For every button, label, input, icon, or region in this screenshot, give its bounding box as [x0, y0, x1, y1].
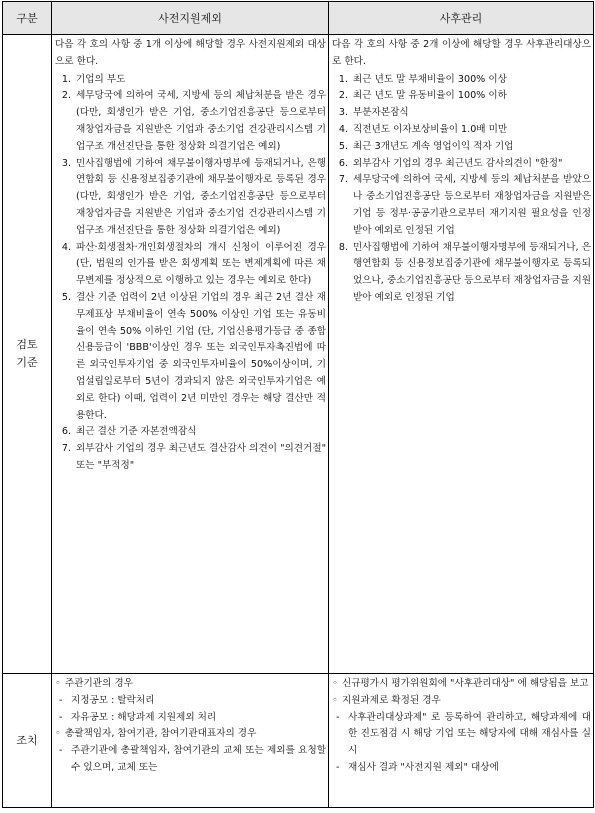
criteria-row [3, 35, 594, 674]
dash-marker-icon: - [336, 761, 340, 773]
measures-post-bullet [332, 676, 591, 693]
bullet-marker-icon: ◦ [332, 678, 338, 689]
criteria-pre-item-text: 결산 기준 업력이 2년 이상된 기업의 경우 최근 2년 결산 재무제표상 부채비율이 연속 500% 이상인 기업 또는 유동비율이 연속 50% 이하인 기업 (단, 기업신용평가등급 중 종합신용등급이 'BBB'이상인 경우 또는 외국인투자촉진법에 따른 외국인투자기업 중 외국인투자비율이 50%이상이며, 기업설립일로부터 5년이 경과되지 않은 외국인투자기업은 예외로 한다) 이때, 업력이 2년 미만인 경우는 해당 결산만 적용한다. [76, 291, 326, 421]
criteria-pre-item-number: 5. [61, 291, 71, 303]
header-row [3, 2, 594, 35]
measures-pre-sub-item-text: 자유공모 : 해당과제 지원제외 처리 [71, 711, 217, 723]
measures-post-sub-item-text: 재심사 결과 "사전지원 제외" 대상에 [348, 761, 499, 773]
measures-post-cell [329, 674, 594, 808]
measures-pre-sub-item [59, 693, 326, 710]
criteria-pre-list [55, 72, 326, 475]
measures-post-list [332, 676, 591, 777]
header-post-management: 사후관리 [329, 2, 594, 35]
header-category: 구분 [3, 2, 52, 35]
measures-label: 조치 [16, 733, 38, 747]
criteria-pre-item [55, 441, 326, 475]
criteria-pre-item [55, 424, 326, 441]
criteria-post-item [332, 240, 591, 307]
criteria-pre-item-text: 기업의 부도 [76, 73, 126, 85]
measures-pre-bullet-text: 주관기관의 경우 [65, 678, 133, 689]
measures-pre-sub-item [59, 710, 326, 727]
dash-marker-icon: - [59, 711, 63, 723]
criteria-post-item [332, 156, 591, 173]
criteria-post-item [332, 172, 591, 239]
criteria-post-item [332, 88, 591, 105]
criteria-post-item-text: 외부감사 기업의 경우 최근년도 감사의견이 "한정" [353, 157, 563, 169]
criteria-post-item-number: 1. [338, 73, 348, 85]
criteria-post-item [332, 72, 591, 89]
dash-marker-icon: - [59, 745, 63, 757]
measures-pre-sub-item-text: 주관기관에 총괄책임자, 참여기관의 교체 또는 제외를 요청할 수 있으며, 교체 또는 [71, 745, 326, 773]
criteria-pre-item-text: 최근 결산 기준 자본전액잠식 [76, 426, 197, 438]
criteria-label-cell [3, 35, 52, 674]
criteria-pre-item-number: 7. [61, 443, 71, 455]
criteria-post-item [332, 105, 591, 122]
measures-post-bullet-text: 지원과제로 확정된 경우 [342, 694, 441, 706]
criteria-post-item-text: 직전년도 이자보상비율이 1.0배 미만 [353, 123, 508, 135]
measures-post-sub-item [336, 760, 591, 777]
measures-pre-list [55, 676, 326, 777]
criteria-pre-item-number: 4. [61, 241, 71, 253]
measures-post-sub-item-text: 사후관리대상과제" 로 등록하여 관리하고, 해당과제에 대한 진도점검 시 해당 기업 또는 해당자에 대해 재심사를 실시 [348, 711, 591, 757]
criteria-post-item [332, 122, 591, 139]
criteria-post-list [332, 72, 591, 307]
measures-post-sub-list [332, 710, 591, 777]
dash-marker-icon: - [59, 694, 63, 706]
criteria-pre-cell [52, 35, 329, 674]
criteria-pre-item-number: 2. [61, 90, 71, 102]
criteria-pre-item-text: 파산·회생절차·개인회생절차의 개시 신청이 이루어진 경우 (단, 법원의 인가를 받은 회생계획 또는 변제계획에 따른 채무변제를 정상적으로 이행하고 있는 경우는 예외로 한다) [76, 241, 326, 287]
bullet-marker-icon: ◦ [55, 678, 61, 689]
criteria-post-item-text: 부분자본잠식 [353, 107, 409, 119]
policy-table [2, 1, 594, 808]
criteria-post-item-number: 7. [338, 174, 348, 186]
criteria-pre-item-number: 1. [61, 73, 71, 85]
measures-label-cell [3, 674, 52, 808]
bullet-marker-icon: ◦ [55, 728, 61, 740]
measures-row [3, 674, 594, 808]
criteria-pre-intro: 다음 각 호의 사항 중 1개 이상에 해당할 경우 사전지원제외 대상으로 한다. [55, 39, 326, 67]
criteria-post-item-text: 최근 년도 말 유동비율이 100% 이하 [353, 90, 507, 102]
criteria-pre-item-text: 세무당국에 의하여 국세, 지방세 등의 체납처분을 받은 경우 (다만, 회생인가 받은 기업, 중소기업진흥공단 등으로부터 재창업자금을 지원받은 기업과 중소기업 건강관리시스템 기업구조 개선진단을 통한 정상화 의결기업은 예외) [76, 90, 326, 152]
criteria-post-item-text: 세무당국에 의하여 국세, 지방세 등의 체납처분을 받았으나 중소기업진흥공단 등으로부터 재창업자금을 지원받은 기업 등 정부·공공기관으로부터 재기지원 필요성을 인정받아 예외로 인정된 기업 [353, 174, 591, 236]
measures-pre-bullet [55, 676, 326, 693]
criteria-pre-item-number: 6. [61, 426, 71, 438]
criteria-post-item-number: 2. [338, 90, 348, 102]
measures-pre-sub-list [55, 693, 326, 727]
criteria-pre-item-text: 외부감사 기업의 경우 최근년도 결산감사 의견이 "의견거절" 또는 "부적정" [76, 443, 326, 471]
criteria-pre-item [55, 88, 326, 155]
criteria-pre-item [55, 156, 326, 240]
criteria-post-item-number: 5. [338, 140, 348, 152]
dash-marker-icon: - [336, 711, 340, 723]
measures-pre-bullet-text: 총괄책임자, 참여기관, 참여기관대표자의 경우 [65, 728, 257, 740]
measures-pre-cell [52, 674, 329, 808]
criteria-post-item-number: 6. [338, 157, 348, 169]
bullet-marker-icon: ◦ [332, 694, 338, 706]
measures-post-bullet-text: 신규평가시 평가위원회에 "사후관리대상" 에 해당됨을 보고 [342, 678, 589, 689]
criteria-post-item-text: 최근 3개년도 계속 영업이익 적자 기업 [353, 140, 514, 152]
criteria-pre-item-text: 민사집행법에 기하여 채무불이행자명부에 등재되거나, 은행연합회 등 신용정보집중기관에 채무불이행자로 등록된 경우 (다만, 회생인가 받은 기업, 중소기업진흥공단 등으로부터 재창업자금을 지원받은 기업과 중소기업 건강관리시스템 기업구조 개선진단을 통한 정상화 의결기업은 예외) [76, 157, 326, 236]
criteria-post-item-text: 민사집행법에 기하여 채무불이행자명부에 등재되거나, 은행연합회 등 신용정보집중기관에 채무불이행자로 등록되었으나, 중소기업진흥공단 등으로부터 재창업자금을 지원받아 예외로 인정된 기업 [353, 241, 591, 303]
criteria-post-cell [329, 35, 594, 674]
measures-pre-sub-item-text: 지정공모 : 탈락처리 [71, 694, 155, 706]
criteria-pre-item-number: 3. [61, 157, 71, 169]
criteria-post-item [332, 139, 591, 156]
header-pre-exclusion: 사전지원제외 [52, 2, 329, 35]
criteria-label: 검토 기준 [16, 338, 38, 369]
criteria-pre-item [55, 240, 326, 290]
criteria-post-item-number: 3. [338, 107, 348, 119]
measures-post-bullet [332, 693, 591, 710]
measures-pre-sub-list [55, 743, 326, 777]
criteria-post-intro: 다음 각 호의 사항 중 2개 이상에 해당할 경우 사후관리대상으로 한다. [332, 39, 591, 67]
criteria-post-item-number: 8. [338, 241, 348, 253]
measures-post-sub-item [336, 710, 591, 760]
criteria-post-item-text: 최근 년도 말 부채비율이 300% 이상 [353, 73, 507, 85]
measures-pre-sub-item [59, 743, 326, 777]
measures-pre-bullet [55, 726, 326, 743]
criteria-pre-item [55, 290, 326, 424]
criteria-pre-item [55, 72, 326, 89]
criteria-post-item-number: 4. [338, 123, 348, 135]
